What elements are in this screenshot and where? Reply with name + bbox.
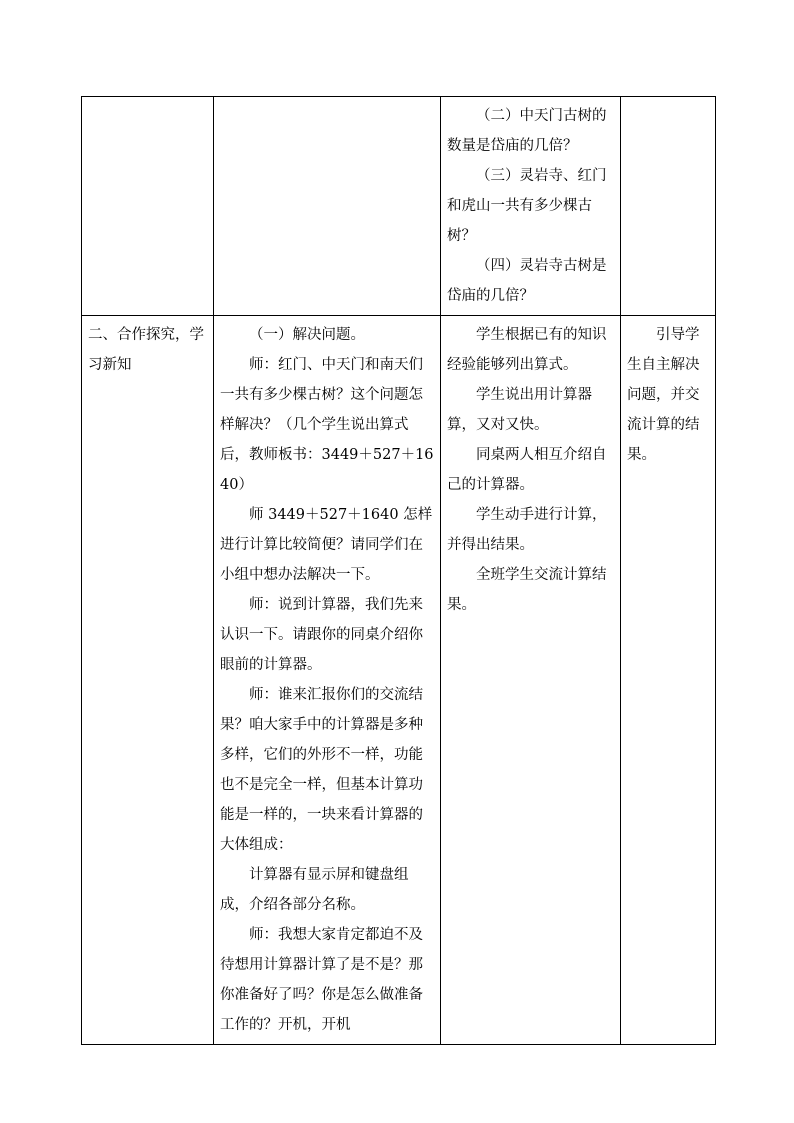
stage-cell [82, 97, 214, 316]
paragraph: 同桌两人相互介绍自己的计算器。 [447, 447, 607, 493]
paragraph: 师：我想大家肯定都迫不及待想用计算器计算了是不是？那你准备好了吗？你是怎么做准备工作的？开机，开机 [220, 927, 423, 1033]
design-intent-cell [621, 316, 716, 1045]
paragraph: （四）灵岩寺古树是岱庙的几倍？ [447, 258, 607, 304]
paragraph: 计算器有显示屏和键盘组成，介绍各部分名称。 [220, 867, 409, 913]
stage-label: 二、合作探究，学习新知 [88, 327, 204, 373]
design-intent-cell [621, 97, 716, 316]
table-row [82, 97, 716, 316]
student-activity-cell [441, 316, 621, 1045]
paragraph: 师 3449＋527＋1640 怎样进行计算比较简便？请同学们在小组中想办法解决一下。 [220, 507, 433, 583]
paragraph: 学生根据已有的知识经验能够列出算式。 [447, 327, 607, 373]
paragraph: 全班学生交流计算结果。 [447, 567, 607, 613]
paragraph: （三）灵岩寺、红门和虎山一共有多少棵古树？ [447, 168, 607, 244]
paragraph: 学生动手进行计算，并得出结果。 [447, 507, 607, 553]
teacher-activity-cell [214, 316, 441, 1045]
student-activity-cell [441, 97, 621, 316]
paragraph: （二）中天门古树的数量是岱庙的几倍？ [447, 108, 607, 154]
paragraph: 师：红门、中天门和南天们一共有多少棵古树？这个问题怎样解决？（几个学生说出算式后，教师板书：3449＋527＋1640） [220, 357, 434, 493]
paragraph: 引导学生自主解决问题，并交流计算的结果。 [627, 327, 700, 463]
paragraph: （一）解决问题。 [249, 327, 365, 343]
lesson-plan-table [81, 96, 716, 1045]
paragraph: 师：谁来汇报你们的交流结果？咱大家手中的计算器是多种多样，它们的外形不一样，功能也不是完全一样，但基本计算功能是一样的，一块来看计算器的大体组成： [220, 687, 423, 853]
stage-cell [82, 316, 214, 1045]
paragraph: 师：说到计算器，我们先来认识一下。请跟你的同桌介绍你眼前的计算器。 [220, 597, 423, 673]
teacher-activity-cell [214, 97, 441, 316]
paragraph: 学生说出用计算器算，又对又快。 [447, 387, 592, 433]
table-row [82, 316, 716, 1045]
